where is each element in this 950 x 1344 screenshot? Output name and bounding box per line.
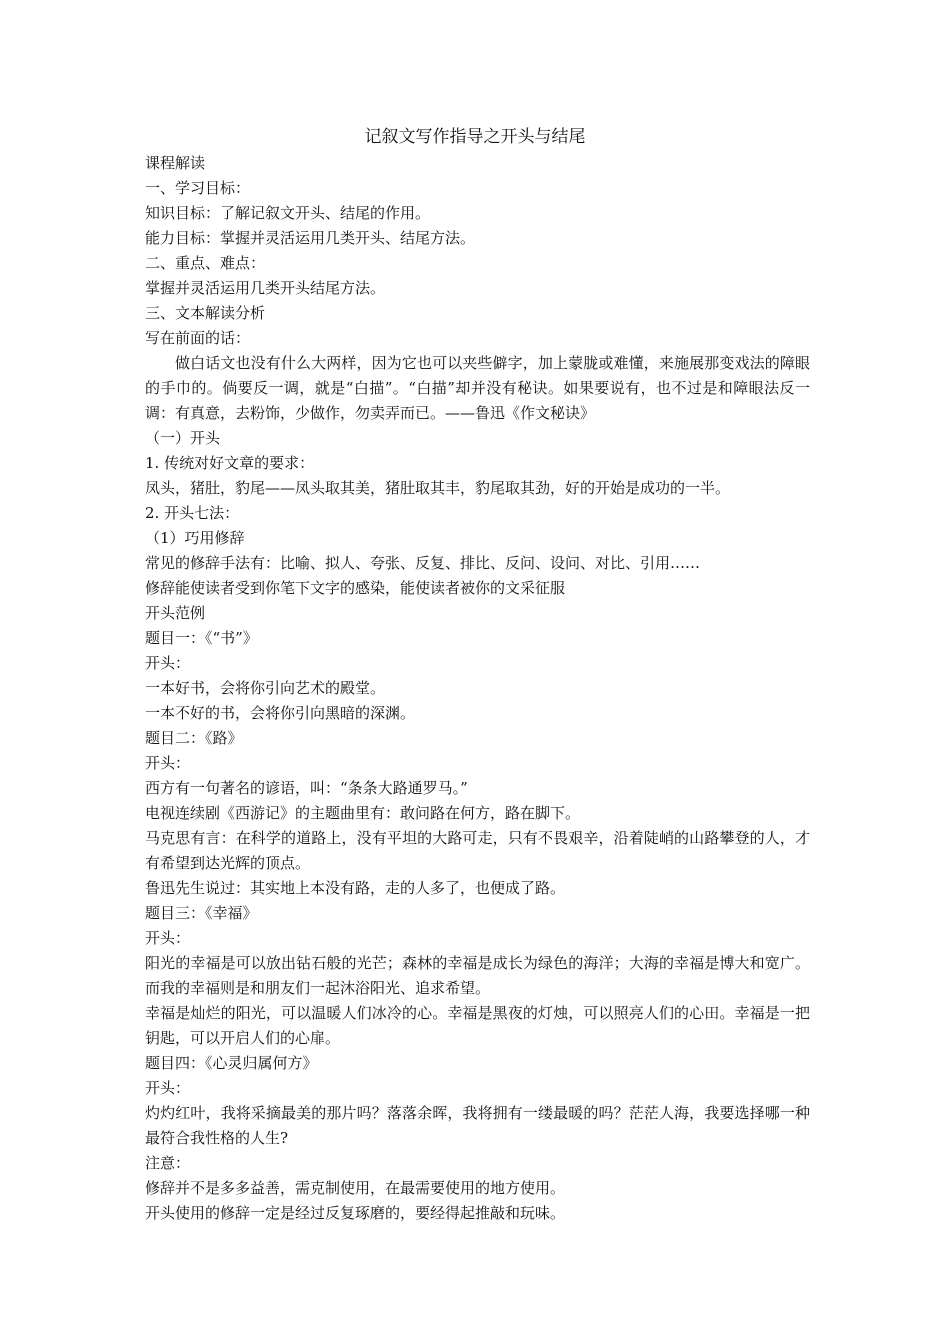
- text-line: 修辞能使读者受到你笔下文字的感染，能使读者被你的文采征服: [145, 579, 566, 597]
- text-line: 能力目标：掌握并灵活运用几类开头、结尾方法。: [145, 229, 476, 247]
- text-line: 一本好书，会将你引向艺术的殿堂。: [145, 679, 386, 697]
- text-line: 2. 开头七法：: [145, 504, 240, 522]
- text-line: （一）开头: [145, 429, 221, 447]
- text-line: 课程解读: [145, 154, 206, 172]
- text-line: 题目二：《路》: [145, 729, 243, 747]
- text-line: 修辞并不是多多益善，需克制使用，在最需要使用的地方使用。: [145, 1179, 566, 1197]
- text-line: （1）巧用修辞: [145, 529, 245, 547]
- text-line: 开头范例: [145, 604, 206, 622]
- text-line: 常见的修辞手法有：比喻、拟人、夸张、反复、排比、反问、设问、对比、引用……: [145, 554, 701, 572]
- text-line: 开头：: [145, 929, 191, 947]
- happiness-paragraph-2: 幸福是灿烂的阳光，可以温暖人们冰冷的心。幸福是黑夜的灯烛，可以照亮人们的心田。幸福是一把钥匙，可以开启人们的心扉。: [145, 1004, 810, 1047]
- text-line: 凤头，猪肚，豹尾——凤头取其美，猪肚取其丰，豹尾取其劲，好的开始是成功的一半。: [145, 479, 731, 497]
- text-line: 西方有一句著名的谚语，叫：“条条大路通罗马。”: [145, 779, 468, 797]
- text-line: 1. 传统对好文章的要求：: [145, 454, 315, 472]
- text-line: 三、文本解读分析: [145, 304, 266, 322]
- text-line: 一本不好的书，会将你引向黑暗的深渊。: [145, 704, 416, 722]
- text-line: 题目四：《心灵归属何方》: [145, 1054, 318, 1072]
- text-line: 鲁迅先生说过：其实地上本没有路，走的人多了，也便成了路。: [145, 879, 566, 897]
- text-line: 注意：: [145, 1154, 191, 1172]
- text-line: 开头：: [145, 654, 191, 672]
- quote-paragraph: 做白话文也没有什么大两样，因为它也可以夹些僻字，加上蒙胧或难懂，来施展那变戏法的障眼的手巾的。倘要反一调，就是“白描”。“白描”却并没有秘诀。如果要说有，也不过是和障眼法反一调：有真意，去粉饰，少做作，勿卖弄而已。——鲁迅《作文秘诀》: [145, 354, 810, 422]
- document-title: 记叙文写作指导之开头与结尾: [364, 127, 586, 147]
- text-line: 开头使用的修辞一定是经过反复琢磨的，要经得起推敲和玩味。: [145, 1204, 566, 1222]
- text-line: 题目三：《幸福》: [145, 904, 258, 922]
- text-line: 开头：: [145, 754, 191, 772]
- text-line: 一、学习目标：: [145, 179, 251, 197]
- text-line: 知识目标：了解记叙文开头、结尾的作用。: [145, 204, 431, 222]
- text-line: 二、重点、难点：: [145, 254, 266, 272]
- heart-paragraph: 灼灼红叶，我将采摘最美的那片吗？落落余晖，我将拥有一缕最暖的吗？茫茫人海，我要选择哪一种最符合我性格的人生?: [145, 1104, 810, 1147]
- document-body: [145, 151, 810, 1226]
- text-line: 电视连续剧《西游记》的主题曲里有：敢问路在何方，路在脚下。: [145, 804, 581, 822]
- text-line: 题目一：《“书”》: [145, 629, 258, 647]
- marx-paragraph: 马克思有言：在科学的道路上，没有平坦的大路可走，只有不畏艰辛，沿着陡峭的山路攀登的人，才有希望到达光辉的顶点。: [145, 829, 810, 872]
- happiness-paragraph-1: 阳光的幸福是可以放出钻石般的光芒；森林的幸福是成长为绿色的海洋；大海的幸福是博大和宽广。而我的幸福则是和朋友们一起沐浴阳光、追求希望。: [145, 954, 810, 997]
- text-line: 掌握并灵活运用几类开头结尾方法。: [145, 279, 386, 297]
- text-line: 写在前面的话：: [145, 329, 251, 347]
- text-line: 开头：: [145, 1079, 191, 1097]
